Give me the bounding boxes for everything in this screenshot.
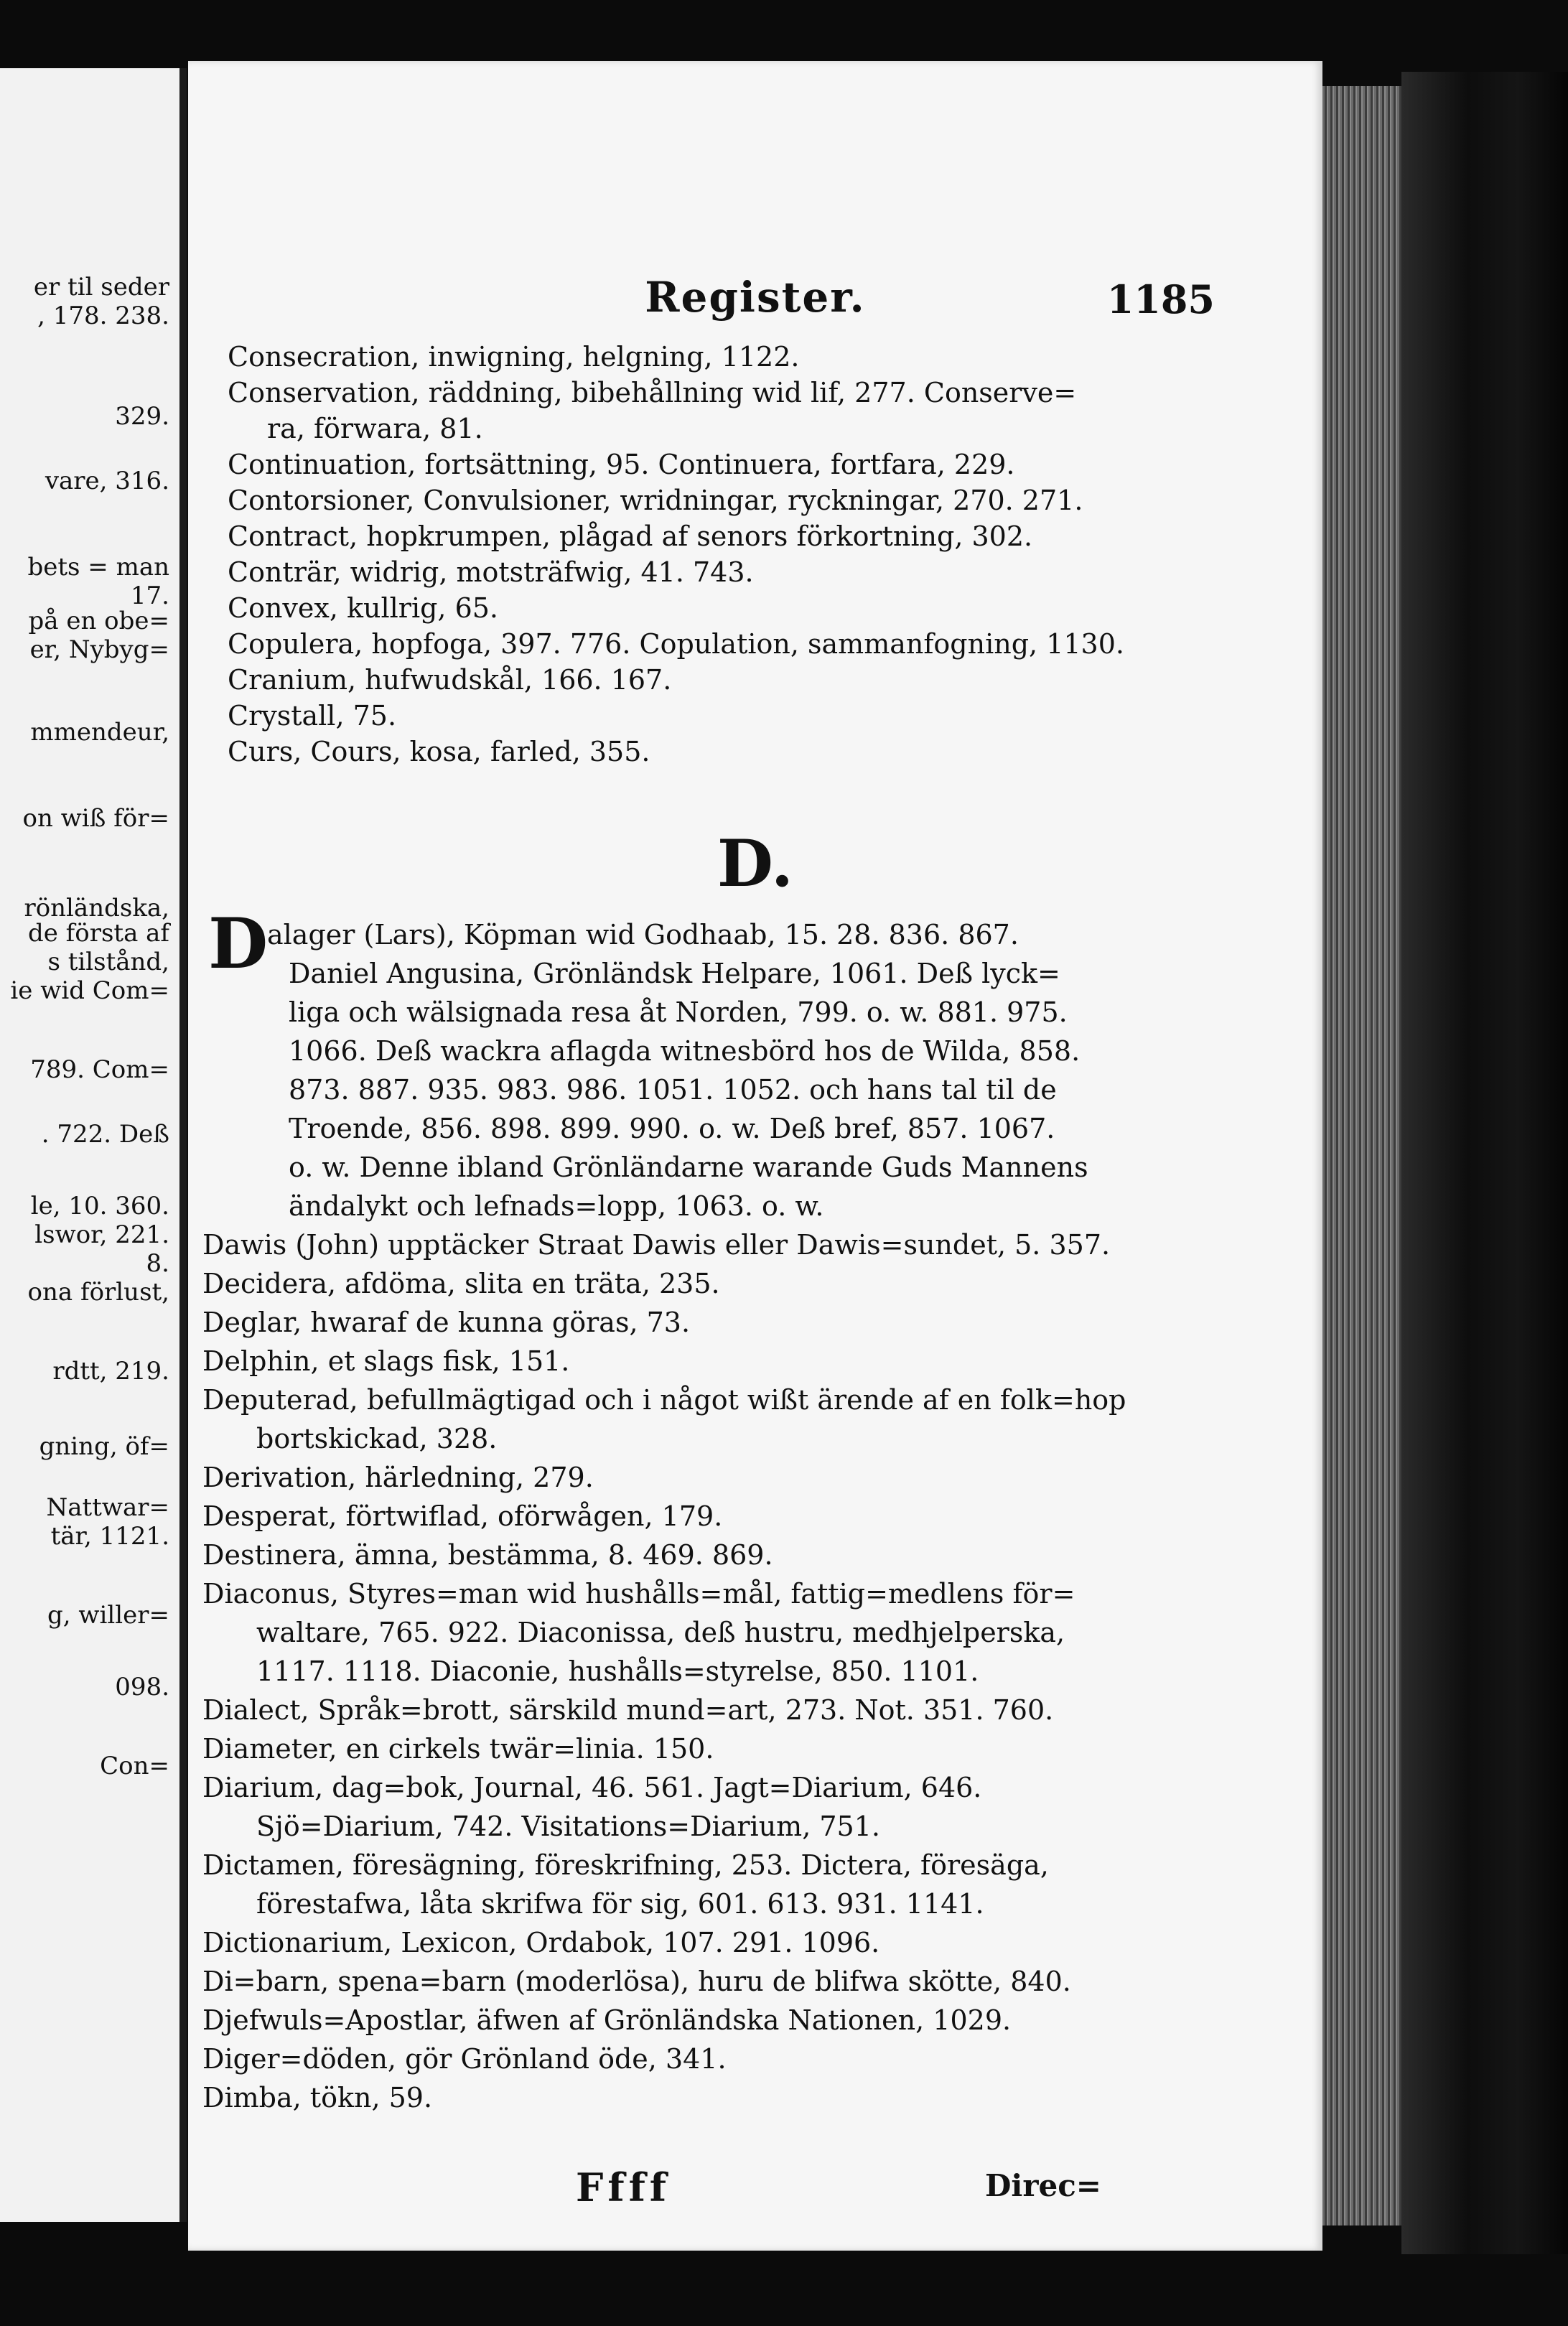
register-entry: Crystall, 75.	[228, 700, 397, 732]
register-entry: Djefwuls=Apostlar, äfwen af Grönländska Nationen, 1029.	[202, 2004, 1012, 2036]
left-page-line: 098.	[115, 1673, 169, 1701]
left-page-line: er, Nybyg=	[29, 635, 169, 664]
register-entry: Sjö=Diarium, 742. Visitations=Diarium, 751.	[256, 1811, 880, 1842]
register-entry: Diaconus, Styres=man wid hushålls=mål, fattig=medlens för=	[202, 1578, 1075, 1610]
left-page-line: on wiß för=	[22, 804, 169, 833]
register-entry: alager (Lars), Köpman wid Godhaab, 15. 28. 836. 867.	[267, 919, 1019, 951]
register-entry: Continuation, fortsättning, 95. Continuera, fortfara, 229.	[228, 449, 1015, 480]
register-entry: Dictamen, föresägning, föreskrifning, 253. Dictera, föresäga,	[202, 1849, 1049, 1881]
left-page-line: tär, 1121.	[50, 1522, 169, 1551]
register-page	[188, 61, 1322, 2251]
register-entry: Convex, kullrig, 65.	[228, 592, 499, 624]
register-entry: Cranium, hufwudskål, 166. 167.	[228, 664, 672, 696]
register-entry: Contract, hopkrumpen, plågad af senors förkortning, 302.	[228, 520, 1033, 552]
register-entry: 1066. Deß wackra aflagda witnesbörd hos de Wilda, 858.	[289, 1035, 1081, 1067]
left-page-line: ie wid Com=	[10, 976, 169, 1005]
left-page-line: s tilstånd,	[47, 948, 169, 976]
register-entry: waltare, 765. 922. Diaconissa, deß hustru, medhjelperska,	[256, 1617, 1065, 1648]
left-page-line: Con=	[100, 1752, 169, 1780]
register-entry: liga och wälsignada resa åt Norden, 799. o. w. 881. 975.	[289, 996, 1068, 1028]
register-entry: Consecration, inwigning, helgning, 1122.	[228, 341, 800, 373]
register-entry: Derivation, härledning, 279.	[202, 1462, 594, 1493]
signature-mark: Ffff	[576, 2164, 671, 2210]
register-entry: Dawis (John) upptäcker Straat Dawis eller Dawis=sundet, 5. 357.	[202, 1229, 1111, 1261]
register-entry: o. w. Denne ibland Grönländarne warande Guds Mannens	[289, 1152, 1088, 1183]
left-page-line: 17.	[130, 582, 169, 610]
left-page-line: ona förlust,	[27, 1278, 169, 1307]
register-entry: Contorsioner, Convulsioner, wridningar, ryckningar, 270. 271.	[228, 485, 1083, 516]
register-entry: Dialect, Språk=brott, särskild mund=art, 273. Not. 351. 760.	[202, 1694, 1054, 1726]
binding-shadow	[1401, 72, 1568, 2254]
register-entry: Decidera, afdöma, slita en träta, 235.	[202, 1268, 720, 1299]
register-entry: Di=barn, spena=barn (moderlösa), huru de blifwa skötte, 840.	[202, 1966, 1071, 1997]
left-page-line: rönländska,	[24, 894, 169, 923]
left-page-line: de första af	[27, 919, 169, 948]
left-page-line: rdtt, 219.	[52, 1357, 169, 1386]
register-entry: Copulera, hopfoga, 397. 776. Copulation, sammanfogning, 1130.	[228, 628, 1124, 660]
register-entry: Conträr, widrig, motsträfwig, 41. 743.	[228, 556, 754, 588]
register-entry: Deputerad, befullmägtigad och i något wißt ärende af en folk=hop	[202, 1384, 1126, 1416]
register-entry: Destinera, ämna, bestämma, 8. 469. 869.	[202, 1539, 773, 1571]
register-entry: 873. 887. 935. 983. 986. 1051. 1052. och hans tal til de	[289, 1074, 1057, 1106]
left-page-line: gning, öf=	[39, 1432, 169, 1461]
register-entry: Troende, 856. 898. 899. 990. o. w. Deß bref, 857. 1067.	[289, 1113, 1055, 1144]
left-page-line: . 722. Deß	[41, 1120, 169, 1149]
register-entry: Daniel Angusina, Grönländsk Helpare, 1061. Deß lyck=	[289, 958, 1060, 989]
drop-cap: D	[208, 903, 269, 984]
register-entry: Diger=döden, gör Grönland öde, 341.	[202, 2043, 727, 2075]
left-page-line: Nattwar=	[46, 1493, 169, 1522]
register-entry: Desperat, förtwiflad, oförwågen, 179.	[202, 1500, 723, 1532]
left-page-line: le, 10. 360.	[30, 1192, 169, 1220]
register-entry: Dimba, tökn, 59.	[202, 2082, 433, 2114]
register-entry: Diarium, dag=bok, Journal, 46. 561. Jagt=Diarium, 646.	[202, 1772, 982, 1803]
register-entry: Delphin, et slags fisk, 151.	[202, 1345, 570, 1377]
left-page-line: vare, 316.	[45, 467, 169, 495]
left-page-line: 789. Com=	[30, 1055, 169, 1084]
left-page-line: er til seder	[33, 273, 169, 302]
register-entry: ra, förwara, 81.	[267, 413, 483, 444]
register-entry: Dictionarium, Lexicon, Ordabok, 107. 291. 1096.	[202, 1927, 880, 1958]
section-letter: D.	[717, 826, 794, 902]
left-page-line: , 178. 238.	[37, 302, 169, 330]
page-edges	[1322, 86, 1401, 2225]
catchword: Direc=	[985, 2168, 1101, 2203]
register-entry: Curs, Cours, kosa, farled, 355.	[228, 736, 650, 767]
facing-page	[0, 68, 187, 2222]
left-page-line: g, willer=	[47, 1601, 169, 1630]
register-entry: Diameter, en cirkels twär=linia. 150.	[202, 1733, 714, 1765]
register-entry: ändalykt och lefnads=lopp, 1063. o. w.	[289, 1190, 824, 1222]
left-page-line: mmendeur,	[30, 718, 169, 747]
page-number: 1185	[1106, 276, 1215, 322]
left-page-line: på en obe=	[28, 607, 169, 635]
register-entry: bortskickad, 328.	[256, 1423, 498, 1454]
left-page-line: 8.	[146, 1249, 169, 1278]
left-page-line: lswor, 221.	[34, 1220, 169, 1249]
register-entry: Deglar, hwaraf de kunna göras, 73.	[202, 1307, 691, 1338]
running-head: Register.	[645, 273, 866, 322]
register-entry: förestafwa, låta skrifwa för sig, 601. 613. 931. 1141.	[256, 1888, 984, 1920]
left-page-line: 329.	[115, 402, 169, 431]
left-page-line: bets = man	[27, 553, 169, 582]
register-entry: 1117. 1118. Diaconie, hushålls=styrelse, 850. 1101.	[256, 1655, 979, 1687]
register-entry: Conservation, räddning, bibehållning wid lif, 277. Conserve=	[228, 377, 1077, 408]
